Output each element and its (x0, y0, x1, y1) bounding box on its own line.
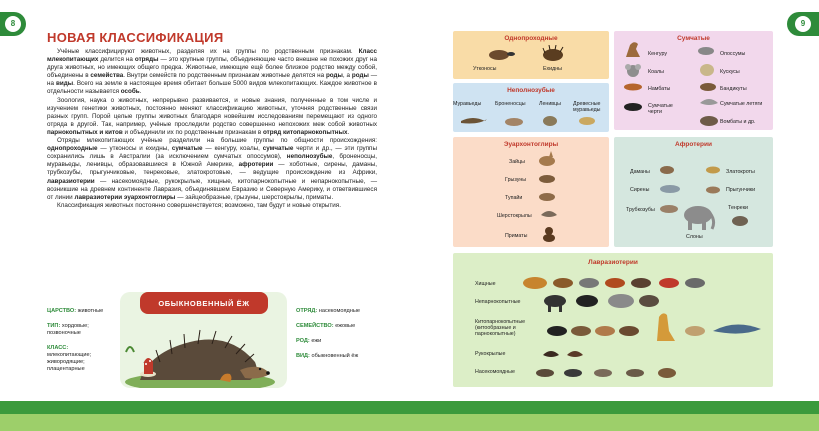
tree-anteater-icon (577, 113, 597, 127)
taxon-value: хордовые; позвоночные (47, 323, 89, 336)
kangaroo-icon (622, 39, 644, 59)
panel-xenarthra (453, 83, 609, 132)
sugar-glider-icon (698, 95, 720, 109)
taxon-value: ежи (311, 338, 322, 344)
panel-title: Сумчатые (677, 35, 710, 42)
bandicoot-icon (698, 79, 718, 93)
taxon-label: ОТРЯД: (296, 308, 318, 314)
panel-title: Неполнозубые (507, 87, 555, 94)
group-label: Вомбаты и др. (720, 119, 756, 125)
group-label: Зайцы (509, 159, 525, 165)
group-label: Даманы (630, 169, 650, 175)
footer-band (0, 401, 819, 414)
taxon-label: ТИП: (47, 323, 61, 329)
group-label: Древесные муравьеды (573, 101, 601, 114)
opossum-icon (696, 43, 716, 57)
taxon-label: РОД: (296, 338, 310, 344)
koala-icon (624, 63, 642, 79)
taxon-label: ВИД: (296, 353, 310, 359)
body-text (47, 48, 377, 210)
group-label: Сирены (630, 187, 650, 193)
anteater-icon (459, 113, 489, 127)
group-label: Слоны (686, 234, 703, 240)
hyrax-icon (658, 163, 676, 175)
paragraph-4: Классификация животных постоянно совершенствуется; возможно, там будут и новые открытия. (57, 201, 341, 209)
golden-mole-icon (704, 163, 722, 175)
taxon-label: КЛАСС: (47, 345, 69, 351)
echidna-icon (541, 45, 567, 63)
group-label: Ленивцы (539, 101, 561, 107)
tenrec-icon (730, 213, 750, 227)
aardvark-icon (658, 201, 680, 215)
group-label: Прыгунчики (726, 187, 756, 193)
group-label: Шерстокрылы (497, 213, 532, 219)
page-title: НОВАЯ КЛАССИФИКАЦИЯ (47, 30, 224, 45)
group-label: Кускусы (720, 69, 740, 75)
group-label: Грызуны (505, 177, 527, 183)
taxon-label: ЦАРСТВО: (47, 308, 77, 314)
group-label: Намбаты (648, 86, 671, 92)
taxon-label: СЕМЕЙСТВО: (296, 323, 334, 329)
elephant-icon (680, 203, 716, 231)
odd-toed-icon (541, 291, 661, 313)
sirenian-icon (658, 183, 682, 195)
cuscus-icon (698, 61, 716, 77)
taxon-value: ежовые (335, 323, 356, 329)
group-label: Ехидны (543, 66, 562, 72)
panel-afrotheria (614, 137, 773, 247)
tasmanian-devil-icon (622, 99, 644, 113)
panel-laurasiatheria (453, 253, 773, 387)
group-label: Муравьеды (453, 101, 482, 107)
row-label: Хищные (475, 281, 496, 287)
taxonomy-right (296, 308, 386, 360)
row-label: Насекомоядные (475, 369, 515, 375)
elephant-shrew-icon (704, 183, 722, 195)
group-label: Приматы (505, 233, 528, 239)
rodent-icon (537, 171, 557, 185)
hare-icon (537, 151, 557, 167)
taxon-value: обыкновенный ёж (311, 353, 359, 359)
group-label: Коалы (648, 69, 664, 75)
group-label: Тупайи (505, 195, 523, 201)
row-label: Китопарнокопытные (китообразные и парнокопытные) (475, 319, 526, 338)
group-label: Сумчатые летяги (720, 101, 763, 107)
group-label: Сумчатые черти (648, 103, 673, 116)
group-label: Златокроты (726, 169, 755, 175)
group-label: Тенреки (728, 205, 748, 211)
group-label: Опоссумы (720, 51, 746, 57)
taxon-value: насекомоядные (318, 308, 360, 314)
row-label: Непарнокопытные (475, 299, 521, 305)
footer-band-light (0, 414, 819, 431)
group-label: Броненосцы (495, 101, 526, 107)
colugo-icon (539, 207, 559, 221)
platypus-icon (485, 46, 515, 62)
sloth-icon (541, 113, 559, 127)
even-toed-and-whales-icon (545, 311, 767, 345)
panel-monotremes (453, 31, 609, 79)
page-number-right: 9 (787, 12, 819, 36)
row-label: Рукокрылые (475, 351, 506, 357)
armadillo-icon (503, 115, 525, 127)
panel-title: Однопроходные (504, 35, 558, 42)
taxon-value: животные (77, 308, 104, 314)
page-number-left: 8 (0, 12, 26, 36)
panel-title: Эуархонтоглиры (503, 141, 559, 148)
paragraph-1: Учёные классифицируют животных, разделяя их на группы по родственным признакам. Класс млекопитающих делится на отряды — это крупные группы, объединяющие часто внешне не похожих друг на друга животных, но имеющих общего предка. Животные, имеющие ещё более близкое родство между собой, объединены в семейства. Внутри семейств по родственным признакам животные делятся на роды, а роды — на виды. Всего на земле в настоящее время обитает больше 5000 видов млекопитающих. Каждое животное в отдельности называется особь. (47, 48, 378, 96)
panel-title: Афротерии (675, 141, 712, 148)
panel-title: Лавразиотерии (588, 259, 638, 266)
group-label: Трубкозубы (626, 207, 655, 213)
taxon-value: млекопитающие; живородящие; плацентарные (47, 352, 92, 372)
group-label: Бандикуты (720, 86, 747, 92)
primate-icon (539, 225, 559, 243)
taxonomy-left (47, 308, 117, 373)
group-label: Утконосы (473, 66, 497, 72)
numbat-icon (622, 81, 644, 93)
paragraph-2: Зоология, наука о животных, непрерывно развивается, и новые знания, полученные в том числе и изучением генетики животных, постоянно меняют классификацию животных, уточняя родственные связи разных групп. Порой целые группы животных благодаря новейшим исследованиям перемещают из одного отряда в другой. Так, например, учёные проследили родство совершенно непохожих меж собой животных парнокопытных и китов и объединили их по родственным признакам в отряд китопарнокопытных. (47, 96, 377, 136)
hedgehog-card-title: ОБЫКНОВЕННЫЙ ЁЖ (140, 292, 268, 314)
panel-marsupials (614, 31, 773, 130)
wombat-icon (698, 113, 720, 127)
group-label: Кенгуру (648, 51, 668, 57)
tree-shrew-icon (537, 189, 557, 203)
bats-icon (541, 347, 601, 363)
paragraph-3: Отряды млекопитающих учёные разделили на большие группы по общности происхождения: однопроходные — утконосы и ехидны, сумчатые — кенгуру, коалы, сумчатые черти и др., — эти группы сохранились лишь в Австралии (за исключением сумчатых опоссумов), неполнозубые, броненосцы, муравьеды, ленивцы, образовавшиеся в Южной Америке, афротерии — хоботные, сирены, даманы, трубкозубы, прыгунчиковые, тенрековые, златокротовые, — ведущие происхождение из Африки, лавразиотерии — насекомоядные, рукокрылые, хищные, китопарнокопытные и непарнокопытные, — возникшие на древнем континенте Лавразия, объединявшем Евразию и Северную Америку, и ответвившиеся от линии лавразиотерии эуархонтоглиры — зайцеобразные, грызуны, шерстокрылы, приматы. (47, 137, 377, 201)
panel-euarchontoglires (453, 137, 609, 247)
insectivores-icon (533, 365, 693, 381)
carnivores-icon (519, 273, 709, 293)
